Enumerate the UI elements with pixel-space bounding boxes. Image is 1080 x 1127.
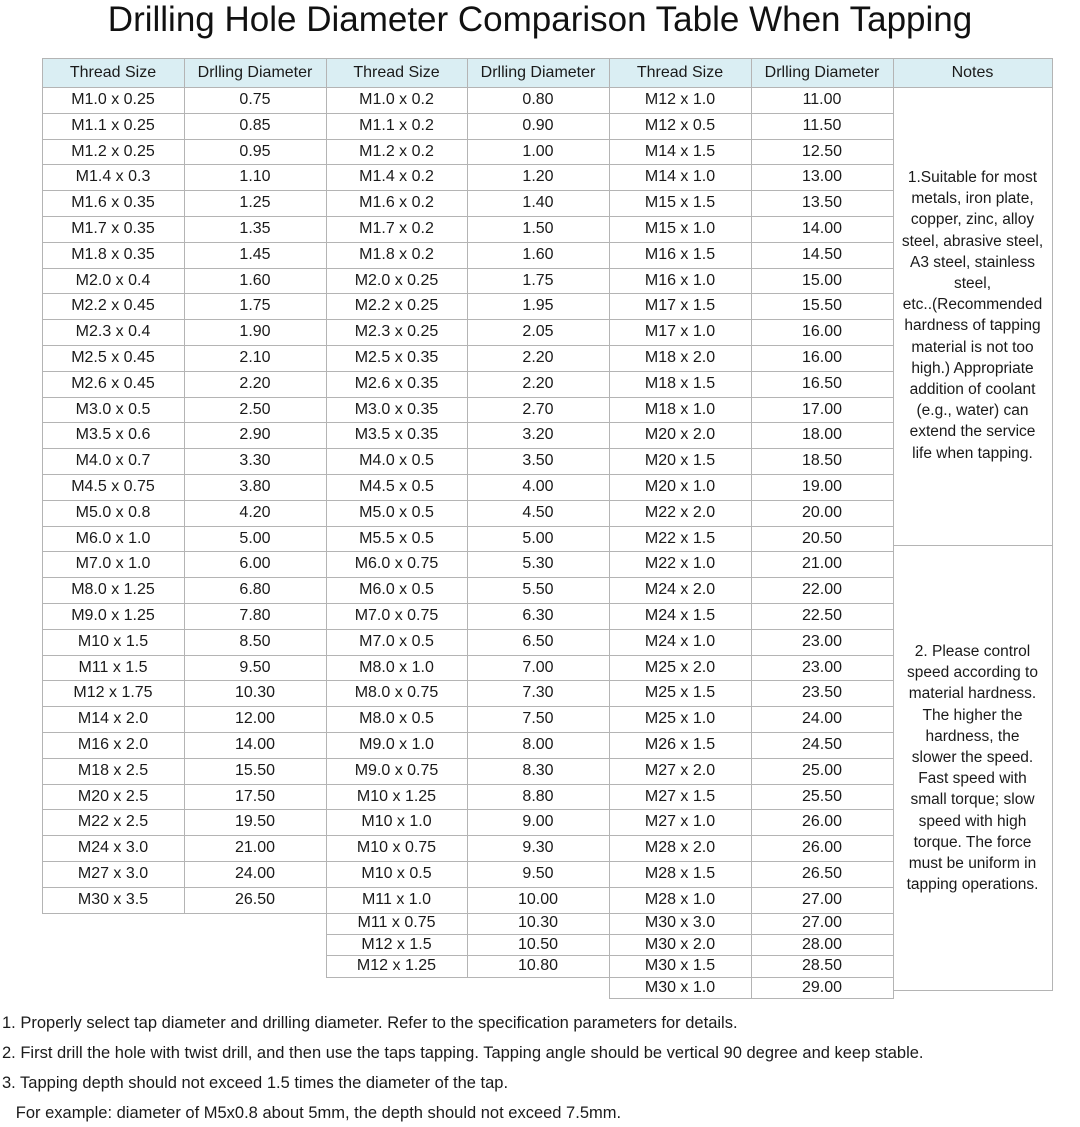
- drill-diameter-cell: 6.50: [522, 632, 554, 650]
- drill-diameter-cell: 14.50: [801, 245, 843, 263]
- drill-diameter-cell: 2.20: [239, 374, 271, 392]
- thread-size-cell: M5.0 x 0.8: [75, 503, 151, 521]
- drill-diameter-cell: 11.00: [802, 90, 842, 108]
- thread-size-cell: M2.5 x 0.45: [71, 348, 155, 366]
- grid-line: [326, 680, 610, 681]
- drill-diameter-cell: 0.80: [522, 90, 554, 108]
- thread-size-cell: M2.0 x 0.4: [75, 271, 151, 289]
- thread-size-cell: M26 x 1.5: [644, 735, 716, 753]
- thread-size-cell: M8.0 x 1.0: [359, 658, 434, 676]
- grid-line: [467, 58, 468, 978]
- drill-diameter-cell: 19.00: [801, 477, 843, 495]
- thread-size-cell: M24 x 1.0: [644, 632, 716, 650]
- drill-diameter-cell: 0.85: [239, 116, 271, 134]
- drill-diameter-cell: 1.50: [522, 219, 554, 237]
- thread-size-cell: M6.0 x 1.0: [75, 529, 151, 547]
- thread-size-cell: M22 x 2.0: [644, 503, 716, 521]
- drill-diameter-cell: 1.75: [522, 271, 554, 289]
- thread-size-cell: M27 x 3.0: [77, 864, 149, 882]
- thread-size-cell: M2.5 x 0.35: [354, 348, 439, 366]
- thread-size-cell: M8.0 x 0.75: [354, 684, 439, 702]
- thread-size-cell: M12 x 0.5: [644, 116, 716, 134]
- drill-diameter-cell: 24.50: [801, 735, 843, 753]
- note1-line: hardness of tapping: [904, 317, 1041, 335]
- thread-size-cell: M22 x 1.0: [644, 555, 716, 573]
- drill-diameter-cell: 15.00: [801, 271, 843, 289]
- header-cell: Notes: [951, 63, 994, 81]
- thread-size-cell: M14 x 1.5: [644, 142, 716, 160]
- grid-line: [326, 190, 610, 191]
- drill-diameter-cell: 8.80: [522, 787, 554, 805]
- drill-diameter-cell: 23.50: [801, 684, 843, 702]
- grid-line: [326, 345, 610, 346]
- drill-diameter-cell: 0.95: [239, 142, 271, 160]
- drill-diameter-cell: 14.00: [801, 219, 843, 237]
- thread-size-cell: M12 x 1.75: [73, 684, 153, 702]
- thread-size-cell: M30 x 2.0: [644, 935, 716, 953]
- grid-line: [42, 58, 43, 914]
- thread-size-cell: M25 x 2.0: [644, 658, 716, 676]
- drill-diameter-cell: 2.50: [239, 400, 271, 418]
- drill-diameter-cell: 11.50: [802, 116, 842, 134]
- thread-size-cell: M27 x 2.0: [644, 761, 716, 779]
- grid-line: [326, 758, 610, 759]
- thread-size-cell: M20 x 2.0: [644, 426, 716, 444]
- thread-size-cell: M12 x 1.25: [356, 957, 437, 975]
- drill-diameter-cell: 9.30: [522, 839, 554, 857]
- grid-line: [326, 319, 610, 320]
- note2-line: torque. The force: [913, 833, 1032, 851]
- thread-size-cell: M20 x 2.5: [77, 787, 149, 805]
- grid-line: [326, 268, 610, 269]
- drill-diameter-cell: 1.35: [239, 219, 271, 237]
- drill-diameter-cell: 12.50: [801, 142, 843, 160]
- drill-diameter-cell: 7.30: [522, 684, 554, 702]
- drill-diameter-cell: 2.90: [239, 426, 271, 444]
- note1-line: extend the service: [909, 423, 1036, 441]
- drill-diameter-cell: 24.00: [801, 710, 843, 728]
- thread-size-cell: M11 x 0.75: [357, 914, 436, 932]
- drill-diameter-cell: 13.50: [801, 194, 843, 212]
- drill-diameter-cell: 17.50: [234, 787, 276, 805]
- drill-diameter-cell: 3.20: [522, 426, 554, 444]
- thread-size-cell: M1.1 x 0.25: [71, 116, 155, 134]
- drill-diameter-cell: 27.00: [801, 890, 843, 908]
- drill-diameter-cell: 21.00: [234, 839, 276, 857]
- thread-size-cell: M5.0 x 0.5: [359, 503, 434, 521]
- thread-size-cell: M1.6 x 0.2: [359, 194, 434, 212]
- note2-line: 2. Please control: [914, 643, 1031, 660]
- grid-line: [751, 58, 752, 999]
- grid-line: [326, 784, 610, 785]
- thread-size-cell: M4.0 x 0.5: [359, 452, 434, 470]
- grid-line: [326, 629, 610, 630]
- drill-diameter-cell: 10.80: [517, 957, 559, 975]
- drill-diameter-cell: 12.00: [234, 710, 276, 728]
- drill-diameter-cell: 2.70: [522, 400, 554, 418]
- note2-line: speed with high: [918, 812, 1027, 830]
- thread-size-cell: M28 x 2.0: [644, 839, 716, 857]
- thread-size-cell: M6.0 x 0.75: [354, 555, 439, 573]
- thread-size-cell: M7.0 x 0.75: [354, 606, 439, 624]
- thread-size-cell: M1.7 x 0.35: [71, 219, 155, 237]
- drill-diameter-cell: 7.00: [522, 658, 554, 676]
- drill-diameter-cell: 16.00: [801, 323, 843, 341]
- drill-diameter-cell: 16.00: [801, 348, 843, 366]
- grid-line: [326, 732, 610, 733]
- thread-size-cell: M2.0 x 0.25: [354, 271, 439, 289]
- header-cell: Thread Size: [636, 63, 724, 81]
- drill-diameter-cell: 6.30: [522, 606, 554, 624]
- header-cell: Drlling Diameter: [764, 63, 880, 81]
- drill-diameter-cell: 2.20: [522, 374, 554, 392]
- footer-line-1: 1. Properly select tap diameter and drilling diameter. Refer to the specification parameters for details.: [2, 1014, 738, 1032]
- thread-size-cell: M30 x 3.5: [77, 890, 149, 908]
- drill-diameter-cell: 18.50: [801, 452, 843, 470]
- drill-diameter-cell: 7.80: [239, 606, 271, 624]
- grid-line: [326, 655, 610, 656]
- grid-line: [326, 577, 610, 578]
- footer-line-3: 3. Tapping depth should not exceed 1.5 times the diameter of the tap.: [2, 1074, 509, 1092]
- drill-diameter-cell: 29.00: [801, 978, 843, 996]
- drill-diameter-cell: 26.50: [801, 864, 843, 882]
- drill-diameter-cell: 6.80: [239, 581, 271, 599]
- thread-size-cell: M14 x 2.0: [77, 710, 149, 728]
- thread-size-cell: M1.0 x 0.2: [359, 90, 434, 108]
- grid-line: [326, 809, 610, 810]
- thread-size-cell: M2.3 x 0.4: [75, 323, 151, 341]
- thread-size-cell: M18 x 1.0: [644, 400, 716, 418]
- drill-diameter-cell: 5.00: [522, 529, 554, 547]
- grid-line: [326, 371, 610, 372]
- note2-line: speed according to: [907, 664, 1038, 682]
- drill-diameter-cell: 13.00: [801, 168, 843, 186]
- thread-size-cell: M1.7 x 0.2: [359, 219, 434, 237]
- note1-line: copper, zinc, alloy: [910, 211, 1035, 229]
- drill-diameter-cell: 2.10: [239, 348, 271, 366]
- thread-size-cell: M7.0 x 0.5: [359, 632, 434, 650]
- note2-line: The higher the: [922, 706, 1023, 724]
- drill-diameter-cell: 3.80: [239, 477, 271, 495]
- thread-size-cell: M25 x 1.0: [644, 710, 716, 728]
- note1-line: A3 steel, stainless: [910, 253, 1035, 271]
- page-title: Drilling Hole Diameter Comparison Table When Tapping: [107, 0, 973, 39]
- drill-diameter-cell: 17.00: [801, 400, 843, 418]
- thread-size-cell: M18 x 1.5: [644, 374, 716, 392]
- drill-diameter-cell: 26.00: [801, 839, 843, 857]
- thread-size-cell: M3.0 x 0.5: [75, 400, 151, 418]
- thread-size-cell: M24 x 3.0: [77, 839, 149, 857]
- thread-size-cell: M27 x 1.5: [644, 787, 716, 805]
- note1-line: material is not too: [911, 338, 1034, 356]
- thread-size-cell: M2.2 x 0.45: [71, 297, 155, 315]
- thread-size-cell: M2.2 x 0.25: [354, 297, 439, 315]
- grid-line: [326, 551, 610, 552]
- note1-line: (e.g., water) can: [916, 402, 1029, 420]
- grid-line: [326, 526, 610, 527]
- note1-line: 1.Suitable for most: [907, 169, 1038, 186]
- drill-diameter-cell: 10.50: [517, 935, 559, 953]
- thread-size-cell: M14 x 1.0: [644, 168, 716, 186]
- thread-size-cell: M1.4 x 0.3: [75, 168, 151, 186]
- note2-line: small torque; slow: [910, 791, 1035, 809]
- drill-diameter-cell: 1.90: [239, 323, 271, 341]
- drill-diameter-cell: 16.50: [801, 374, 843, 392]
- drill-diameter-cell: 22.00: [801, 581, 843, 599]
- thread-size-cell: M12 x 1.5: [361, 935, 432, 953]
- thread-size-cell: M18 x 2.0: [644, 348, 716, 366]
- drill-diameter-cell: 15.50: [234, 761, 276, 779]
- footer-line-4: For example: diameter of M5x0.8 about 5mm, the depth should not exceed 7.5mm.: [2, 1104, 622, 1122]
- drill-diameter-cell: 0.90: [522, 116, 554, 134]
- drill-diameter-cell: 21.00: [801, 555, 843, 573]
- thread-size-cell: M3.5 x 0.6: [75, 426, 151, 444]
- thread-size-cell: M3.5 x 0.35: [354, 426, 439, 444]
- thread-size-cell: M10 x 1.0: [361, 813, 432, 831]
- grid-line: [893, 545, 1053, 546]
- drill-diameter-cell: 1.25: [239, 194, 271, 212]
- grid-line: [326, 242, 610, 243]
- grid-line: [326, 448, 610, 449]
- thread-size-cell: M22 x 1.5: [644, 529, 716, 547]
- drill-diameter-cell: 28.00: [801, 935, 843, 953]
- drill-diameter-cell: 10.30: [517, 914, 559, 932]
- drill-diameter-cell: 3.50: [522, 452, 554, 470]
- note1-line: etc..(Recommended: [902, 296, 1043, 314]
- note2-line: material hardness.: [908, 685, 1037, 703]
- thread-size-cell: M20 x 1.0: [644, 477, 716, 495]
- thread-size-cell: M5.5 x 0.5: [359, 529, 434, 547]
- thread-size-cell: M1.4 x 0.2: [359, 168, 434, 186]
- grid-line: [326, 955, 610, 956]
- thread-size-cell: M24 x 2.0: [644, 581, 716, 599]
- thread-size-cell: M12 x 1.0: [644, 90, 716, 108]
- drill-diameter-cell: 1.45: [239, 245, 271, 263]
- thread-size-cell: M7.0 x 1.0: [75, 555, 151, 573]
- grid-line: [326, 216, 610, 217]
- thread-size-cell: M30 x 3.0: [644, 914, 716, 932]
- thread-size-cell: M11 x 1.0: [361, 890, 432, 908]
- thread-size-cell: M10 x 0.5: [361, 864, 432, 882]
- thread-size-cell: M4.5 x 0.75: [71, 477, 155, 495]
- thread-size-cell: M10 x 1.25: [356, 787, 437, 805]
- drill-diameter-cell: 1.10: [239, 168, 271, 186]
- thread-size-cell: M16 x 2.0: [77, 735, 149, 753]
- thread-size-cell: M25 x 1.5: [644, 684, 716, 702]
- drill-diameter-cell: 6.00: [239, 555, 271, 573]
- grid-line: [326, 113, 610, 114]
- drill-diameter-cell: 5.00: [239, 529, 271, 547]
- drill-diameter-cell: 8.00: [522, 735, 554, 753]
- thread-size-cell: M10 x 0.75: [356, 839, 437, 857]
- thread-size-cell: M18 x 2.5: [77, 761, 149, 779]
- footer-line-2: 2. First drill the hole with twist drill, and then use the taps tapping. Tapping angle should be vertical 90 degree and keep stable.: [2, 1044, 924, 1062]
- drill-diameter-cell: 14.00: [234, 735, 276, 753]
- drill-diameter-cell: 27.00: [801, 914, 843, 932]
- note1-line: life when tapping.: [912, 444, 1033, 462]
- grid-line: [326, 861, 610, 862]
- thread-size-cell: M9.0 x 1.0: [359, 735, 434, 753]
- header-cell: Drlling Diameter: [197, 63, 313, 81]
- drill-diameter-cell: 25.50: [801, 787, 843, 805]
- drill-diameter-cell: 1.60: [522, 245, 554, 263]
- grid-line: [1052, 58, 1053, 991]
- drill-diameter-cell: 4.50: [522, 503, 554, 521]
- note2-line: must be uniform in: [908, 855, 1037, 872]
- grid-line: [326, 887, 610, 888]
- thread-size-cell: M27 x 1.0: [644, 813, 716, 831]
- note1-line: steel,: [953, 275, 992, 292]
- drill-diameter-cell: 0.75: [239, 90, 271, 108]
- thread-size-cell: M3.0 x 0.35: [354, 400, 439, 418]
- thread-size-cell: M30 x 1.0: [644, 978, 716, 996]
- thread-size-cell: M22 x 2.5: [77, 813, 149, 831]
- grid-line: [326, 397, 610, 398]
- thread-size-cell: M9.0 x 0.75: [354, 761, 439, 779]
- thread-size-cell: M16 x 1.0: [644, 271, 716, 289]
- drill-diameter-cell: 1.40: [522, 194, 554, 212]
- grid-line: [326, 474, 610, 475]
- thread-size-cell: M2.3 x 0.25: [354, 323, 439, 341]
- drill-diameter-cell: 19.50: [234, 813, 276, 831]
- grid-line: [42, 87, 1053, 88]
- thread-size-cell: M4.5 x 0.5: [359, 477, 434, 495]
- thread-size-cell: M11 x 1.5: [78, 658, 148, 676]
- note1-line: steel, abrasive steel,: [901, 232, 1044, 250]
- grid-line: [326, 164, 610, 165]
- thread-size-cell: M9.0 x 1.25: [71, 606, 155, 624]
- grid-line: [326, 293, 610, 294]
- drill-diameter-cell: 3.30: [239, 452, 271, 470]
- drill-diameter-cell: 8.50: [239, 632, 271, 650]
- drill-diameter-cell: 23.00: [801, 658, 843, 676]
- grid-line: [326, 706, 610, 707]
- drill-diameter-cell: 4.00: [522, 477, 554, 495]
- drill-diameter-cell: 5.30: [522, 555, 554, 573]
- thread-size-cell: M1.1 x 0.2: [359, 116, 434, 134]
- drill-diameter-cell: 2.05: [522, 323, 554, 341]
- grid-line: [609, 58, 610, 999]
- thread-size-cell: M4.0 x 0.7: [75, 452, 151, 470]
- note1-line: metals, iron plate,: [911, 190, 1034, 208]
- grid-line: [326, 139, 610, 140]
- drill-diameter-cell: 20.00: [801, 503, 843, 521]
- grid-line: [326, 422, 610, 423]
- drill-diameter-cell: 9.50: [522, 864, 554, 882]
- drill-diameter-cell: 25.00: [801, 761, 843, 779]
- drill-diameter-cell: 26.50: [234, 890, 276, 908]
- drill-diameter-cell: 15.50: [801, 297, 843, 315]
- header-cell: Thread Size: [69, 63, 157, 81]
- note1-line: addition of coolant: [909, 381, 1036, 398]
- drill-diameter-cell: 10.00: [517, 890, 559, 908]
- grid-line: [893, 990, 1053, 991]
- note2-line: Fast speed with: [918, 770, 1027, 788]
- drill-diameter-cell: 1.95: [522, 297, 554, 315]
- drill-diameter-cell: 9.50: [239, 658, 271, 676]
- grid-line: [184, 58, 185, 914]
- thread-size-cell: M8.0 x 0.5: [359, 710, 434, 728]
- thread-size-cell: M15 x 1.0: [644, 219, 716, 237]
- note1-line: high.) Appropriate: [911, 359, 1034, 377]
- thread-size-cell: M24 x 1.5: [644, 606, 716, 624]
- thread-size-cell: M28 x 1.5: [644, 864, 716, 882]
- header-cell: Thread Size: [353, 63, 440, 81]
- grid-line: [326, 603, 610, 604]
- drill-diameter-cell: 23.00: [801, 632, 843, 650]
- drill-diameter-cell: 28.50: [801, 957, 843, 975]
- note2-line: slower the speed.: [911, 749, 1034, 766]
- drill-diameter-cell: 22.50: [801, 606, 843, 624]
- drill-diameter-cell: 18.00: [801, 426, 843, 444]
- thread-size-cell: M20 x 1.5: [644, 452, 716, 470]
- drill-diameter-cell: 5.50: [522, 581, 554, 599]
- grid-line: [326, 500, 610, 501]
- drill-diameter-cell: 10.30: [234, 684, 276, 702]
- drill-diameter-cell: 1.00: [522, 142, 554, 160]
- grid-line: [326, 58, 327, 978]
- thread-size-cell: M1.2 x 0.25: [71, 142, 155, 160]
- thread-size-cell: M1.0 x 0.25: [71, 90, 155, 108]
- drill-diameter-cell: 24.00: [234, 864, 276, 882]
- drill-diameter-cell: 8.30: [522, 761, 554, 779]
- thread-size-cell: M1.2 x 0.2: [359, 142, 434, 160]
- drill-diameter-cell: 20.50: [801, 529, 843, 547]
- drill-diameter-cell: 1.60: [239, 271, 271, 289]
- thread-size-cell: M1.8 x 0.35: [71, 245, 155, 263]
- drill-diameter-cell: 4.20: [239, 503, 271, 521]
- grid-line: [326, 835, 610, 836]
- thread-size-cell: M17 x 1.5: [644, 297, 716, 315]
- thread-size-cell: M1.8 x 0.2: [359, 245, 434, 263]
- thread-size-cell: M10 x 1.5: [77, 632, 149, 650]
- thread-size-cell: M30 x 1.5: [644, 957, 716, 975]
- thread-size-cell: M16 x 1.5: [644, 245, 716, 263]
- grid-line: [326, 934, 610, 935]
- thread-size-cell: M15 x 1.5: [644, 194, 716, 212]
- note2-line: hardness, the: [925, 727, 1020, 745]
- thread-size-cell: M2.6 x 0.45: [71, 374, 155, 392]
- drill-diameter-cell: 1.20: [522, 168, 554, 186]
- drill-diameter-cell: 26.00: [801, 813, 843, 831]
- drill-diameter-cell: 1.75: [239, 297, 271, 315]
- thread-size-cell: M28 x 1.0: [644, 890, 716, 908]
- note2-line: tapping operations.: [906, 876, 1039, 894]
- grid-line: [42, 58, 1053, 59]
- thread-size-cell: M2.6 x 0.35: [354, 374, 439, 392]
- thread-size-cell: M17 x 1.0: [644, 323, 716, 341]
- grid-line: [326, 913, 610, 914]
- header-cell: Drlling Diameter: [480, 63, 596, 81]
- thread-size-cell: M6.0 x 0.5: [359, 581, 434, 599]
- drill-diameter-cell: 9.00: [522, 813, 554, 831]
- thread-size-cell: M8.0 x 1.25: [71, 581, 155, 599]
- grid-line: [326, 977, 610, 978]
- drill-diameter-cell: 7.50: [522, 710, 554, 728]
- drill-diameter-cell: 2.20: [522, 348, 554, 366]
- thread-size-cell: M1.6 x 0.35: [71, 194, 155, 212]
